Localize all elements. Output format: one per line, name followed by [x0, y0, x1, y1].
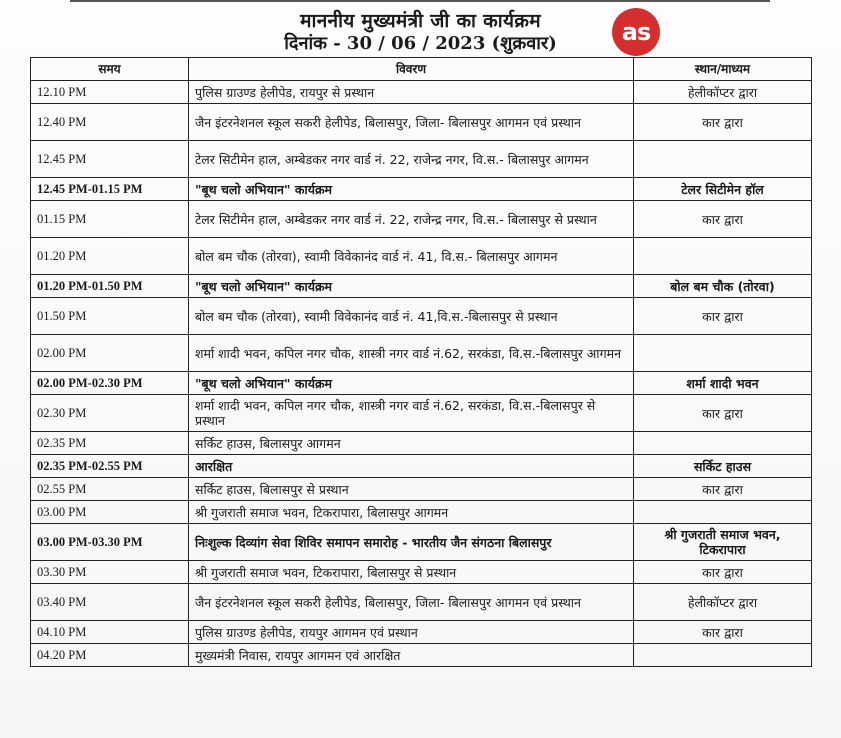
- table-row: [31, 298, 812, 335]
- time-cell: 02.30 PM: [31, 395, 189, 432]
- place-cell: कार द्वारा: [634, 621, 812, 644]
- details-cell: बोल बम चौक (तोरवा), स्वामी विवेकानंद वार्ड नं. 41,वि.स.-बिलासपुर से प्रस्थान: [189, 298, 634, 335]
- time-cell: 12.45 PM: [31, 141, 189, 178]
- table-row: [31, 104, 812, 141]
- table-row: [31, 395, 812, 432]
- details-cell: शर्मा शादी भवन, कपिल नगर चौक, शास्त्री नगर वार्ड नं.62, सरकंडा, वि.स.-बिलासपुर से प्रस्थान: [189, 395, 634, 432]
- time-cell: 02.55 PM: [31, 478, 189, 501]
- details-cell: सर्किट हाउस, बिलासपुर से प्रस्थान: [189, 478, 634, 501]
- place-cell: हेलीकॉप्टर द्वारा: [634, 81, 812, 104]
- place-cell: [634, 335, 812, 372]
- time-cell: 02.00 PM: [31, 335, 189, 372]
- table-row: [31, 275, 812, 298]
- details-cell: टेलर सिटीमेन हाल, अम्बेडकर नगर वार्ड नं. 22, राजेन्द्र नगर, वि.स.- बिलासपुर से प्रस्थान: [189, 201, 634, 238]
- logo-text: as: [621, 18, 651, 46]
- table-row: [31, 644, 812, 667]
- schedule-table: [30, 57, 812, 667]
- place-cell: श्री गुजराती समाज भवन, टिकरापारा: [634, 524, 812, 561]
- place-cell: कार द्वारा: [634, 561, 812, 584]
- place-cell: कार द्वारा: [634, 201, 812, 238]
- table-row: [31, 335, 812, 372]
- table-row: [31, 478, 812, 501]
- place-cell: कार द्वारा: [634, 395, 812, 432]
- details-cell: "बूथ चलो अभियान" कार्यक्रम: [189, 178, 634, 201]
- details-cell: "बूथ चलो अभियान" कार्यक्रम: [189, 275, 634, 298]
- details-cell: बोल बम चौक (तोरवा), स्वामी विवेकानंद वार्ड नं. 41, वि.स.- बिलासपुर आगमन: [189, 238, 634, 275]
- details-cell: टेलर सिटीमेन हाल, अम्बेडकर नगर वार्ड नं. 22, राजेन्द्र नगर, वि.स.- बिलासपुर आगमन: [189, 141, 634, 178]
- details-cell: आरक्षित: [189, 455, 634, 478]
- details-cell: पुलिस ग्राउण्ड हेलीपेड, रायपुर आगमन एवं प्रस्थान: [189, 621, 634, 644]
- time-cell: 02.35 PM-02.55 PM: [31, 455, 189, 478]
- details-cell: श्री गुजराती समाज भवन, टिकरापारा, बिलासपुर आगमन: [189, 501, 634, 524]
- details-cell: सर्किट हाउस, बिलासपुर आगमन: [189, 432, 634, 455]
- table-row: [31, 524, 812, 561]
- time-cell: 01.20 PM: [31, 238, 189, 275]
- time-cell: 04.20 PM: [31, 644, 189, 667]
- details-cell: श्री गुजराती समाज भवन, टिकरापारा, बिलासपुर से प्रस्थान: [189, 561, 634, 584]
- details-cell: पुलिस ग्राउण्ड हेलीपेड, रायपुर से प्रस्थान: [189, 81, 634, 104]
- details-cell: निःशुल्क दिव्यांग सेवा शिविर समापन समारोह - भारतीय जैन संगठना बिलासपुर: [189, 524, 634, 561]
- time-cell: 03.00 PM: [31, 501, 189, 524]
- column-header-time: समय: [31, 58, 189, 81]
- time-cell: 12.10 PM: [31, 81, 189, 104]
- time-cell: 12.45 PM-01.15 PM: [31, 178, 189, 201]
- page-title: माननीय मुख्यमंत्री जी का कार्यक्रम: [300, 10, 541, 32]
- time-cell: 01.20 PM-01.50 PM: [31, 275, 189, 298]
- as-logo: [612, 8, 660, 56]
- table-row: [31, 584, 812, 621]
- details-cell: "बूथ चलो अभियान" कार्यक्रम: [189, 372, 634, 395]
- time-cell: 02.00 PM-02.30 PM: [31, 372, 189, 395]
- date-line: दिनांक - 30 / 06 / 2023 (शुक्रवार): [284, 33, 557, 54]
- table-row: [31, 372, 812, 395]
- place-cell: [634, 432, 812, 455]
- table-row: [31, 178, 812, 201]
- document-header: [0, 10, 841, 55]
- table-row: [31, 201, 812, 238]
- place-cell: कार द्वारा: [634, 478, 812, 501]
- place-cell: कार द्वारा: [634, 104, 812, 141]
- time-cell: 02.35 PM: [31, 432, 189, 455]
- table-row: [31, 238, 812, 275]
- table-row: [31, 141, 812, 178]
- column-header-place: स्थान/माध्यम: [634, 58, 812, 81]
- time-cell: 01.15 PM: [31, 201, 189, 238]
- place-cell: टेलर सिटीमेन हॉल: [634, 178, 812, 201]
- table-row: [31, 561, 812, 584]
- place-cell: बोल बम चौक (तोरवा): [634, 275, 812, 298]
- table-row: [31, 501, 812, 524]
- table-row: [31, 432, 812, 455]
- place-cell: हेलीकॉप्टर द्वारा: [634, 584, 812, 621]
- top-rule: [70, 0, 770, 2]
- time-cell: 03.00 PM-03.30 PM: [31, 524, 189, 561]
- table-row: [31, 621, 812, 644]
- place-cell: कार द्वारा: [634, 298, 812, 335]
- place-cell: [634, 141, 812, 178]
- details-cell: मुख्यमंत्री निवास, रायपुर आगमन एवं आरक्षित: [189, 644, 634, 667]
- table-header-row: [31, 58, 812, 81]
- place-cell: [634, 501, 812, 524]
- place-cell: [634, 238, 812, 275]
- place-cell: सर्किट हाउस: [634, 455, 812, 478]
- column-header-details: विवरण: [189, 58, 634, 81]
- details-cell: जैन इंटरनेशनल स्कूल सकरी हेलीपेड, बिलासपुर, जिला- बिलासपुर आगमन एवं प्रस्थान: [189, 584, 634, 621]
- details-cell: शर्मा शादी भवन, कपिल नगर चौक, शास्त्री नगर वार्ड नं.62, सरकंडा, वि.स.-बिलासपुर आगमन: [189, 335, 634, 372]
- details-cell: जैन इंटरनेशनल स्कूल सकरी हेलीपेड, बिलासपुर, जिला- बिलासपुर आगमन एवं प्रस्थान: [189, 104, 634, 141]
- time-cell: 03.40 PM: [31, 584, 189, 621]
- time-cell: 12.40 PM: [31, 104, 189, 141]
- place-cell: [634, 644, 812, 667]
- time-cell: 01.50 PM: [31, 298, 189, 335]
- table-row: [31, 455, 812, 478]
- place-cell: शर्मा शादी भवन: [634, 372, 812, 395]
- time-cell: 04.10 PM: [31, 621, 189, 644]
- time-cell: 03.30 PM: [31, 561, 189, 584]
- table-row: [31, 81, 812, 104]
